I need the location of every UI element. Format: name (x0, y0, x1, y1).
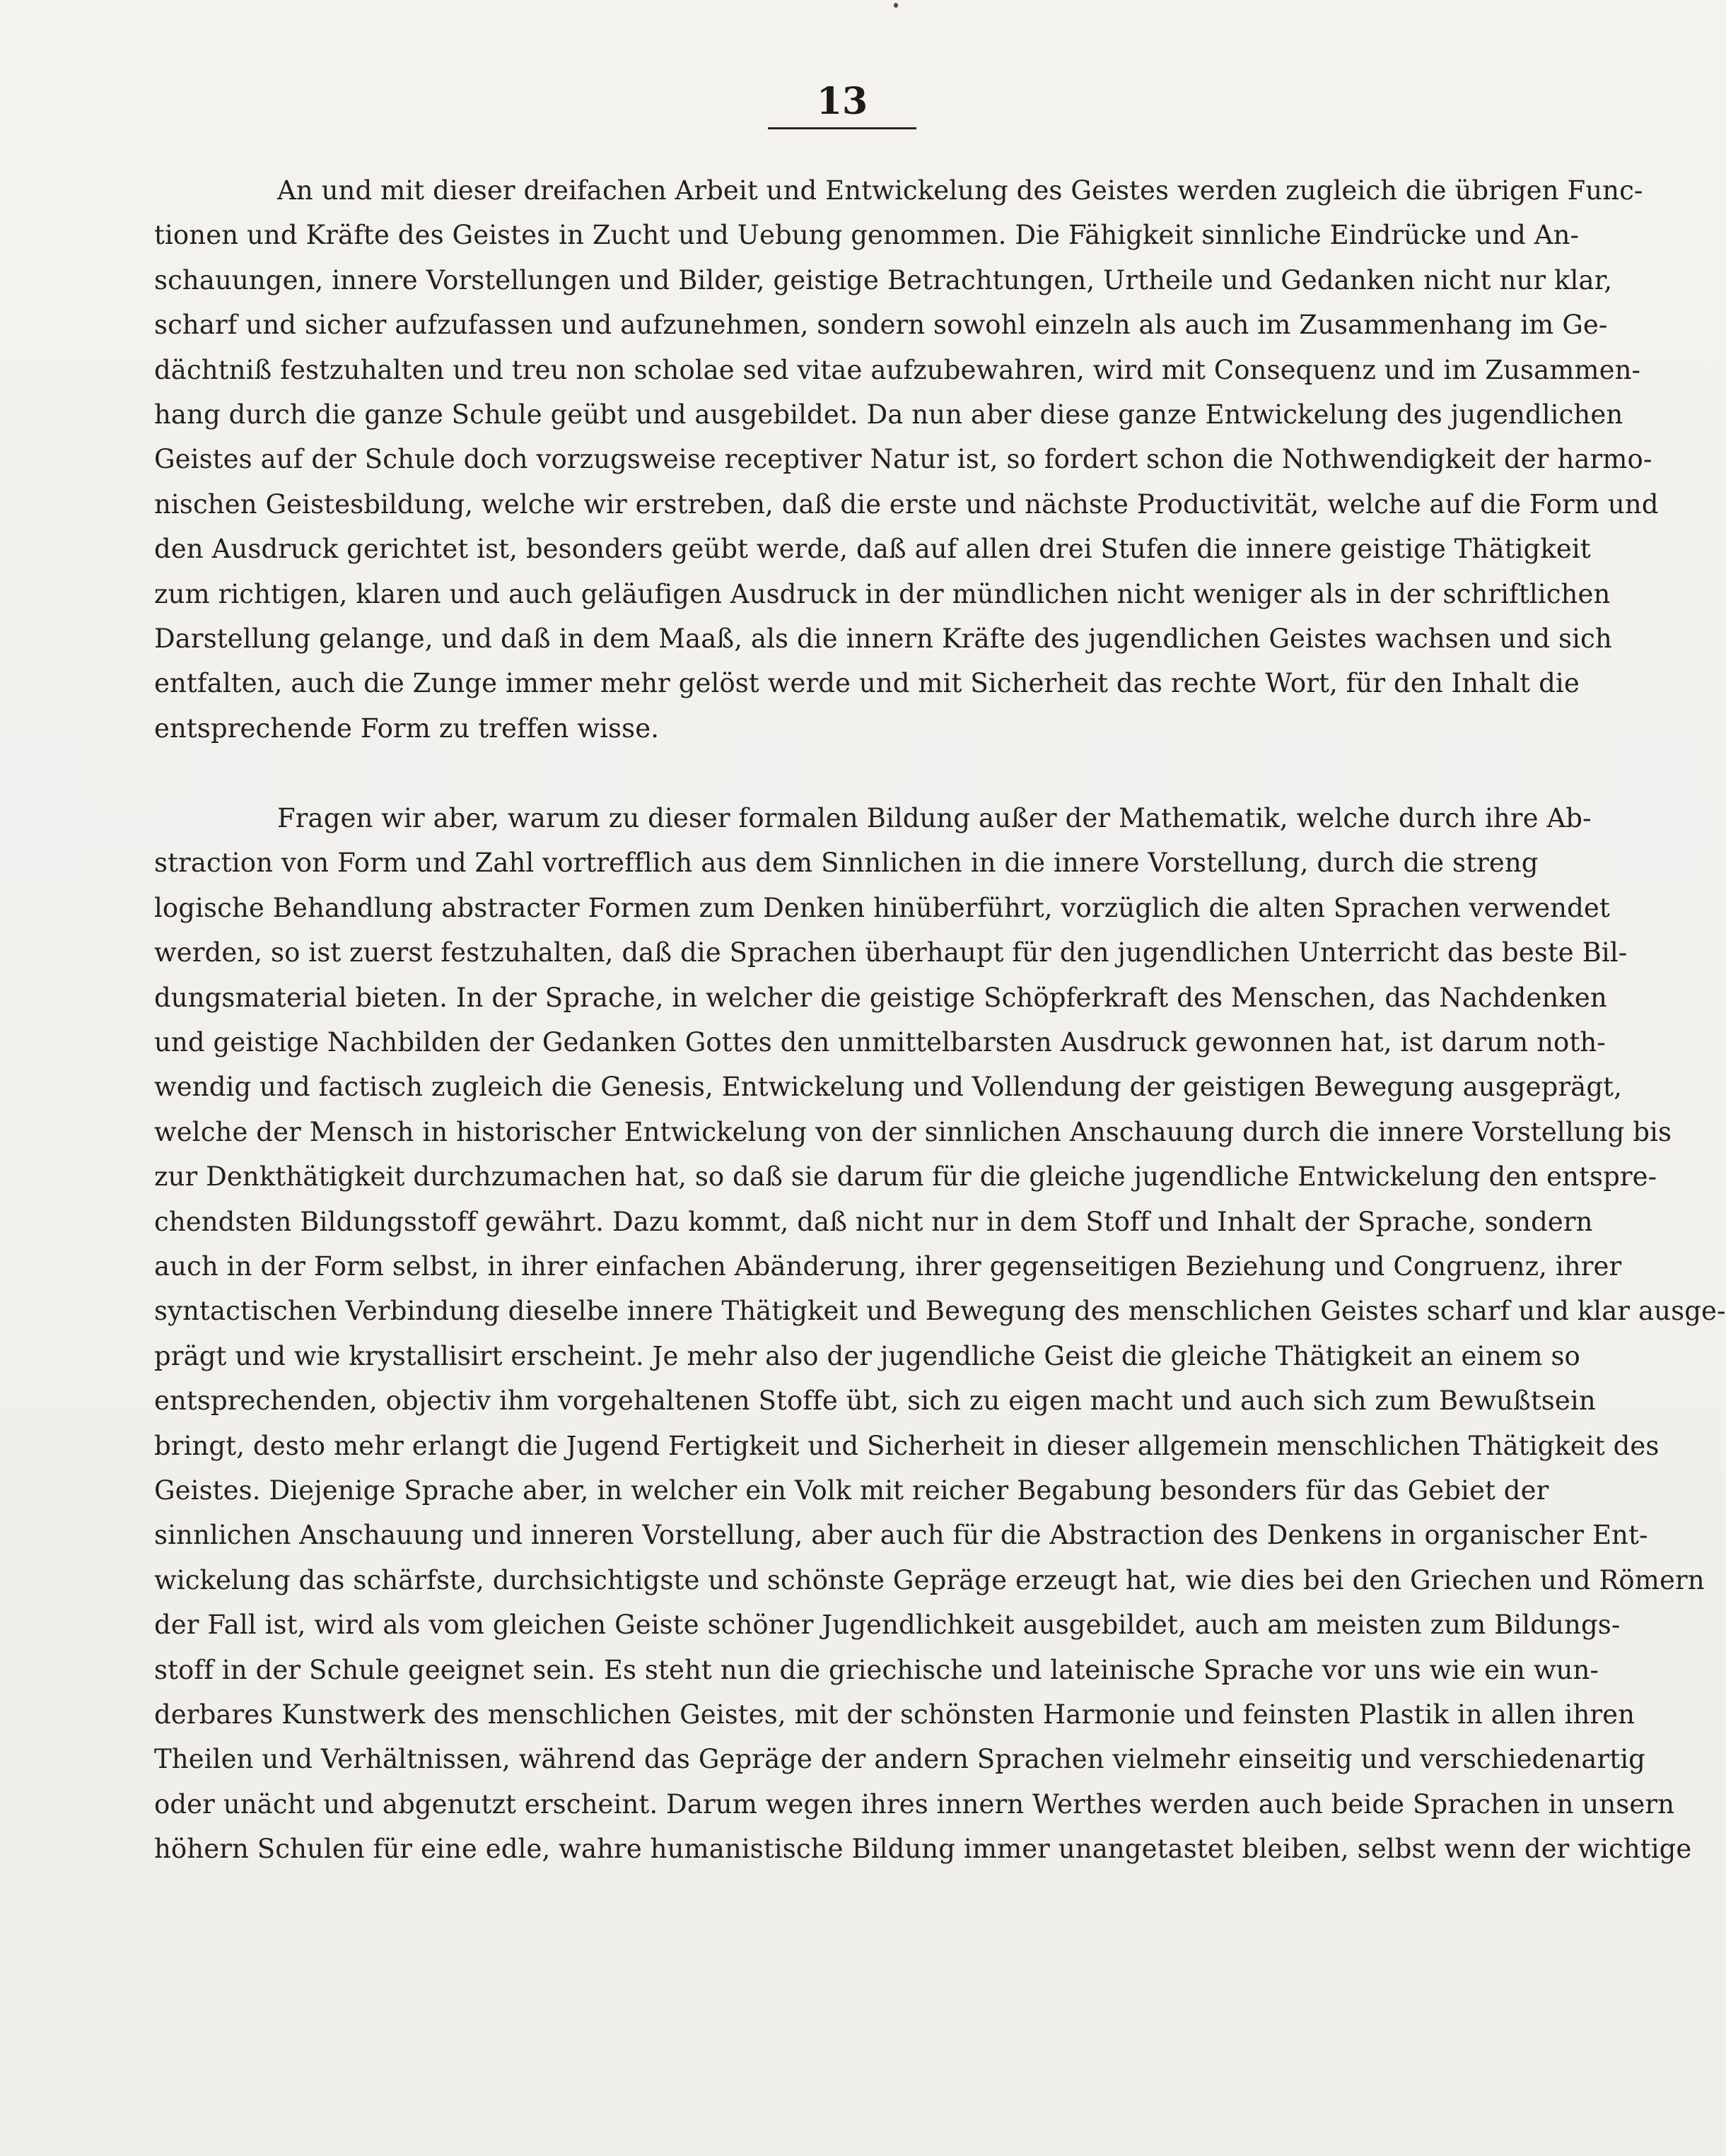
text-line: dungsmaterial bieten. In der Sprache, in welcher die geistige Schöpferkraft des Menschen, das Nachdenken (154, 982, 1607, 1013)
paragraph-2 (154, 796, 1726, 1871)
text-line: welche der Mensch in historischer Entwickelung von der sinnlichen Anschauung durch die innere Vorstellung bis (154, 1116, 1672, 1147)
text-line: Fragen wir aber, warum zu dieser formalen Bildung außer der Mathematik, welche durch ihre Ab- (277, 803, 1592, 834)
text-line: derbares Kunstwerk des menschlichen Geistes, mit der schönsten Harmonie und feinsten Plastik in allen ihren (154, 1699, 1635, 1730)
text-line: zur Denkthätigkeit durchzumachen hat, so daß sie darum für die gleiche jugendliche Entwickelung den entspre- (154, 1161, 1657, 1193)
text-line: auch in der Form selbst, in ihrer einfachen Abänderung, ihrer gegenseitigen Beziehung und Congruenz, ihrer (154, 1250, 1622, 1282)
page-number-rule (768, 127, 916, 129)
text-line: Darstellung gelange, und daß in dem Maaß, als die innern Kräfte des jugendlichen Geistes wachsen und sich (154, 623, 1612, 654)
text-line: logische Behandlung abstracter Formen zum Denken hinüberführt, vorzüglich die alten Sprachen verwendet (154, 892, 1610, 923)
text-line: oder unächt und abgenutzt erscheint. Darum wegen ihres innern Werthes werden auch beide Sprachen in unsern (154, 1788, 1675, 1820)
text-line: Geistes auf der Schule doch vorzugsweise receptiver Natur ist, so fordert schon die Nothwendigkeit der harmo- (154, 444, 1652, 475)
text-line: stoff in der Schule geeignet sein. Es steht nun die griechische und lateinische Sprache vor uns wie ein wun- (154, 1654, 1599, 1685)
text-line: An und mit dieser dreifachen Arbeit und Entwickelung des Geistes werden zugleich die übrigen Func- (277, 175, 1643, 206)
text-line: tionen und Kräfte des Geistes in Zucht und Uebung genommen. Die Fähigkeit sinnliche Eindrücke und An- (154, 220, 1580, 251)
text-line: wickelung das schärfste, durchsichtigste und schönste Gepräge erzeugt hat, wie dies bei den Griechen und Römern (154, 1564, 1705, 1595)
text-line: hang durch die ganze Schule geübt und ausgebildet. Da nun aber diese ganze Entwickelung des jugendlichen (154, 399, 1623, 430)
text-line: chendsten Bildungsstoff gewährt. Dazu kommt, daß nicht nur in dem Stoff und Inhalt der Sprache, sondern (154, 1206, 1593, 1237)
text-line: wendig und factisch zugleich die Genesis, Entwickelung und Vollendung der geistigen Bewegung ausgeprägt, (154, 1072, 1622, 1103)
text-line: der Fall ist, wird als vom gleichen Geiste schöner Jugendlichkeit ausgebildet, auch am meisten zum Bildungs- (154, 1610, 1621, 1641)
paragraph-1 (154, 168, 1659, 751)
text-line: prägt und wie krystallisirt erscheint. Je mehr also der jugendliche Geist die gleiche Thätigkeit an einem so (154, 1340, 1580, 1371)
text-line: werden, so ist zuerst festzuhalten, daß die Sprachen überhaupt für den jugendlichen Unterricht das beste Bil- (154, 937, 1628, 968)
text-line: Theilen und Verhältnissen, während das Gepräge der andern Sprachen vielmehr einseitig und verschiedenartig (154, 1744, 1645, 1775)
text-line: Geistes. Diejenige Sprache aber, in welcher ein Volk mit reicher Begabung besonders für das Gebiet der (154, 1475, 1549, 1506)
body-text (154, 168, 1726, 1871)
text-line: syntactischen Verbindung dieselbe innere Thätigkeit und Bewegung des menschlichen Geistes scharf und klar ausge- (154, 1296, 1726, 1327)
text-line: den Ausdruck gerichtet ist, besonders geübt werde, daß auf allen drei Stufen die innere geistige Thätigkeit (154, 534, 1591, 565)
text-line: schauungen, innere Vorstellungen und Bilder, geistige Betrachtungen, Urtheile und Gedanken nicht nur klar, (154, 264, 1613, 295)
text-line: scharf und sicher aufzufassen und aufzunehmen, sondern sowohl einzeln als auch im Zusammenhang im Ge- (154, 310, 1608, 341)
text-line: entsprechenden, objectiv ihm vorgehaltenen Stoffe übt, sich zu eigen macht und auch sich zum Bewußtsein (154, 1385, 1596, 1417)
text-line: entfalten, auch die Zunge immer mehr gelöst werde und mit Sicherheit das rechte Wort, für den Inhalt die (154, 668, 1580, 699)
text-line: nischen Geistesbildung, welche wir erstreben, daß die erste und nächste Productivität, welche auf die Form und (154, 488, 1659, 520)
page-number: 13 (816, 80, 868, 123)
text-line: entsprechende Form zu treffen wisse. (154, 713, 660, 744)
text-line: sinnlichen Anschauung und inneren Vorstellung, aber auch für die Abstraction des Denkens in organischer Ent- (154, 1520, 1648, 1551)
text-line: zum richtigen, klaren und auch geläufigen Ausdruck in der mündlichen nicht weniger als in der schriftlichen (154, 578, 1611, 609)
text-line: und geistige Nachbilden der Gedanken Gottes den unmittelbarsten Ausdruck gewonnen hat, ist darum noth- (154, 1027, 1606, 1058)
text-line: straction von Form und Zahl vortrefflich aus dem Sinnlichen in die innere Vorstellung, durch die streng (154, 848, 1539, 879)
text-line: dächtniß festzuhalten und treu non scholae sed vitae aufzubewahren, wird mit Consequenz und im Zusammen- (154, 354, 1641, 385)
text-line: bringt, desto mehr erlangt die Jugend Fertigkeit und Sicherheit in dieser allgemein menschlichen Thätigkeit des (154, 1430, 1660, 1461)
ink-speck (894, 3, 898, 8)
text-line: höhern Schulen für eine edle, wahre humanistische Bildung immer unangetastet bleiben, selbst wenn der wichtige (154, 1834, 1692, 1865)
